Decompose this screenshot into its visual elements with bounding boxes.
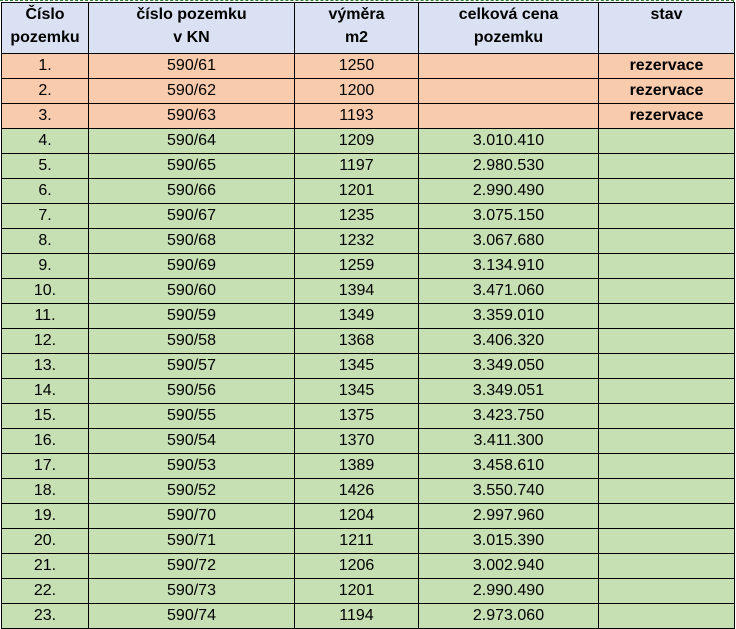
cell-status[interactable]: [599, 479, 735, 504]
cell-total-price[interactable]: 3.015.390: [419, 529, 599, 554]
cell-total-price[interactable]: 3.471.060: [419, 279, 599, 304]
cell-total-price[interactable]: [419, 79, 599, 104]
table-row: [2, 104, 735, 129]
cell-status[interactable]: [599, 529, 735, 554]
cell-plot-number[interactable]: 18.: [2, 479, 89, 504]
table-row: [2, 479, 735, 504]
table-row: [2, 304, 735, 329]
cell-plot-number[interactable]: 20.: [2, 529, 89, 554]
cell-total-price[interactable]: 3.423.750: [419, 404, 599, 429]
table-row: [2, 204, 735, 229]
cell-status[interactable]: [599, 579, 735, 604]
cell-status[interactable]: [599, 454, 735, 479]
cell-kn-number[interactable]: 590/67: [89, 204, 295, 229]
cell-area[interactable]: 1368: [295, 329, 419, 354]
cell-kn-number[interactable]: 590/56: [89, 379, 295, 404]
cell-plot-number[interactable]: 19.: [2, 504, 89, 529]
cell-status[interactable]: [599, 179, 735, 204]
cell-area[interactable]: 1232: [295, 229, 419, 254]
cell-plot-number[interactable]: 11.: [2, 304, 89, 329]
cell-total-price[interactable]: 3.406.320: [419, 329, 599, 354]
cell-kn-number[interactable]: 590/69: [89, 254, 295, 279]
cell-plot-number[interactable]: 5.: [2, 154, 89, 179]
header-plot-number[interactable]: [2, 3, 89, 54]
cell-status[interactable]: rezervace: [599, 104, 735, 129]
cell-total-price[interactable]: 2.990.490: [419, 179, 599, 204]
header-row: [2, 3, 735, 54]
table-row: [2, 279, 735, 304]
header-status[interactable]: [599, 3, 735, 54]
header-plot-number-line2: pozemku: [10, 29, 80, 46]
cell-plot-number[interactable]: 23.: [2, 604, 89, 629]
cell-kn-number[interactable]: 590/62: [89, 79, 295, 104]
cell-area[interactable]: 1250: [295, 54, 419, 79]
cell-total-price[interactable]: 3.134.910: [419, 254, 599, 279]
table-row: [2, 504, 735, 529]
cell-total-price[interactable]: 2.997.960: [419, 504, 599, 529]
cell-status[interactable]: [599, 429, 735, 454]
header-area-line1: výměra: [328, 6, 385, 23]
cell-status[interactable]: [599, 304, 735, 329]
cell-area[interactable]: 1345: [295, 379, 419, 404]
table-row: [2, 254, 735, 279]
table-row: [2, 229, 735, 254]
table-row: [2, 179, 735, 204]
cell-total-price[interactable]: 3.550.740: [419, 479, 599, 504]
header-total-price[interactable]: [419, 3, 599, 54]
cell-kn-number[interactable]: 590/57: [89, 354, 295, 379]
cell-total-price[interactable]: 3.359.010: [419, 304, 599, 329]
cell-total-price[interactable]: 3.002.940: [419, 554, 599, 579]
cell-area[interactable]: 1235: [295, 204, 419, 229]
cell-kn-number[interactable]: 590/59: [89, 304, 295, 329]
cell-area[interactable]: 1194: [295, 604, 419, 629]
cell-area[interactable]: 1197: [295, 154, 419, 179]
cell-total-price[interactable]: 3.067.680: [419, 229, 599, 254]
cell-area[interactable]: 1201: [295, 179, 419, 204]
cell-kn-number[interactable]: 590/58: [89, 329, 295, 354]
cell-area[interactable]: 1389: [295, 454, 419, 479]
cell-kn-number[interactable]: 590/55: [89, 404, 295, 429]
header-area-line2: m2: [344, 29, 369, 46]
cell-plot-number[interactable]: 1.: [2, 54, 89, 79]
cell-kn-number[interactable]: 590/70: [89, 504, 295, 529]
cell-area[interactable]: 1349: [295, 304, 419, 329]
table-row: [2, 529, 735, 554]
header-total-price-line1: celková cena: [458, 6, 559, 23]
table-row: [2, 54, 735, 79]
cell-status[interactable]: [599, 154, 735, 179]
cell-plot-number[interactable]: 7.: [2, 204, 89, 229]
table-row: [2, 379, 735, 404]
cell-kn-number[interactable]: 590/73: [89, 579, 295, 604]
cell-area[interactable]: 1426: [295, 479, 419, 504]
header-kn-number[interactable]: [89, 3, 295, 54]
table-row: [2, 429, 735, 454]
cell-kn-number[interactable]: 590/52: [89, 479, 295, 504]
table-row: [2, 79, 735, 104]
cell-kn-number[interactable]: 590/66: [89, 179, 295, 204]
table-body: [2, 54, 735, 629]
cell-area[interactable]: 1211: [295, 529, 419, 554]
cell-status[interactable]: [599, 604, 735, 629]
cell-status[interactable]: rezervace: [599, 54, 735, 79]
cell-status[interactable]: [599, 129, 735, 154]
cell-total-price[interactable]: [419, 104, 599, 129]
cell-status[interactable]: [599, 329, 735, 354]
cell-plot-number[interactable]: 14.: [2, 379, 89, 404]
cell-status[interactable]: [599, 504, 735, 529]
land-plots-table: [1, 2, 735, 629]
cell-area[interactable]: 1370: [295, 429, 419, 454]
cell-area[interactable]: 1201: [295, 579, 419, 604]
cell-plot-number[interactable]: 15.: [2, 404, 89, 429]
table-row: [2, 579, 735, 604]
table-row: [2, 454, 735, 479]
cell-plot-number[interactable]: 12.: [2, 329, 89, 354]
cell-kn-number[interactable]: 590/60: [89, 279, 295, 304]
cell-plot-number[interactable]: 2.: [2, 79, 89, 104]
cell-total-price[interactable]: 2.980.530: [419, 154, 599, 179]
cell-plot-number[interactable]: 9.: [2, 254, 89, 279]
cell-total-price[interactable]: 3.458.610: [419, 454, 599, 479]
table-row: [2, 154, 735, 179]
header-kn-number-line1: číslo pozemku: [136, 6, 247, 23]
cell-kn-number[interactable]: 590/64: [89, 129, 295, 154]
cell-plot-number[interactable]: 22.: [2, 579, 89, 604]
cell-status[interactable]: rezervace: [599, 79, 735, 104]
table-row: [2, 129, 735, 154]
table-row: [2, 604, 735, 629]
cell-total-price[interactable]: 3.411.300: [419, 429, 599, 454]
cell-kn-number[interactable]: 590/71: [89, 529, 295, 554]
cell-plot-number[interactable]: 10.: [2, 279, 89, 304]
cell-total-price[interactable]: 3.010.410: [419, 129, 599, 154]
cell-total-price[interactable]: 2.990.490: [419, 579, 599, 604]
cell-status[interactable]: [599, 554, 735, 579]
cell-plot-number[interactable]: 6.: [2, 179, 89, 204]
cell-area[interactable]: 1375: [295, 404, 419, 429]
cell-status[interactable]: [599, 229, 735, 254]
header-total-price-line2: pozemku: [473, 29, 544, 46]
cell-status[interactable]: [599, 404, 735, 429]
header-kn-number-line2: v KN: [173, 29, 210, 46]
cell-total-price[interactable]: 2.973.060: [419, 604, 599, 629]
table-row: [2, 404, 735, 429]
cell-status[interactable]: [599, 279, 735, 304]
cell-total-price[interactable]: 3.349.051: [419, 379, 599, 404]
cell-status[interactable]: [599, 254, 735, 279]
header-area[interactable]: [295, 3, 419, 54]
cell-kn-number[interactable]: 590/63: [89, 104, 295, 129]
cell-plot-number[interactable]: 17.: [2, 454, 89, 479]
cell-status[interactable]: [599, 354, 735, 379]
cell-plot-number[interactable]: 13.: [2, 354, 89, 379]
cell-plot-number[interactable]: 16.: [2, 429, 89, 454]
cell-kn-number[interactable]: 590/72: [89, 554, 295, 579]
cell-total-price[interactable]: [419, 54, 599, 79]
cell-kn-number[interactable]: 590/53: [89, 454, 295, 479]
cell-plot-number[interactable]: 3.: [2, 104, 89, 129]
cell-area[interactable]: 1200: [295, 79, 419, 104]
cell-status[interactable]: [599, 379, 735, 404]
cell-kn-number[interactable]: 590/65: [89, 154, 295, 179]
cell-area[interactable]: 1204: [295, 504, 419, 529]
cell-kn-number[interactable]: 590/54: [89, 429, 295, 454]
cell-plot-number[interactable]: 21.: [2, 554, 89, 579]
cell-plot-number[interactable]: 4.: [2, 129, 89, 154]
cell-area[interactable]: 1345: [295, 354, 419, 379]
cell-kn-number[interactable]: 590/61: [89, 54, 295, 79]
cell-total-price[interactable]: 3.075.150: [419, 204, 599, 229]
cell-plot-number[interactable]: 8.: [2, 229, 89, 254]
cell-kn-number[interactable]: 590/68: [89, 229, 295, 254]
table-row: [2, 554, 735, 579]
cell-area[interactable]: 1394: [295, 279, 419, 304]
cell-area[interactable]: 1206: [295, 554, 419, 579]
header-plot-number-line1: Číslo: [25, 6, 65, 23]
cell-total-price[interactable]: 3.349.050: [419, 354, 599, 379]
table-row: [2, 329, 735, 354]
cell-area[interactable]: 1259: [295, 254, 419, 279]
header-status-label: stav: [650, 6, 683, 23]
cell-kn-number[interactable]: 590/74: [89, 604, 295, 629]
table-row: [2, 354, 735, 379]
cell-area[interactable]: 1193: [295, 104, 419, 129]
cell-status[interactable]: [599, 204, 735, 229]
cell-area[interactable]: 1209: [295, 129, 419, 154]
